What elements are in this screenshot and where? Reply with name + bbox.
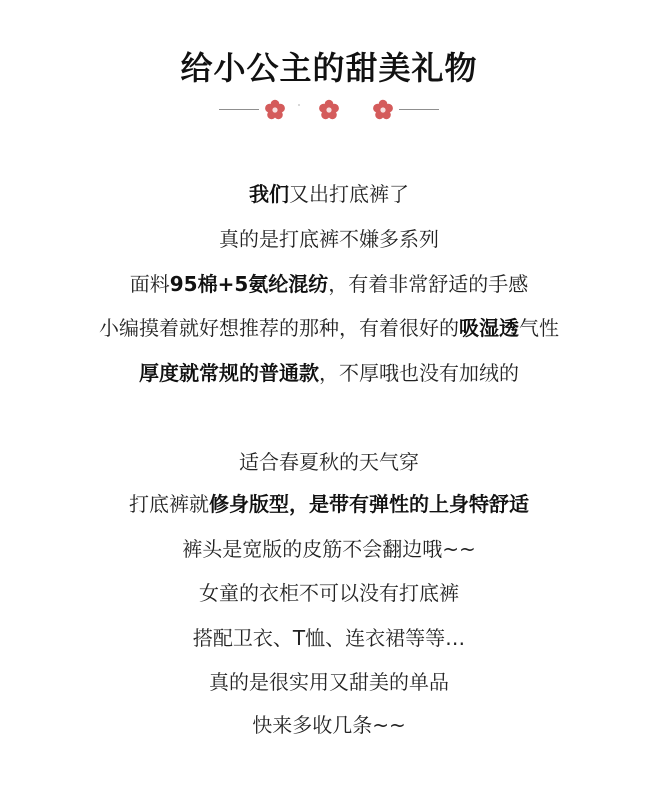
bold-text: 吸湿透 [459,316,519,340]
bold-text: 我们 [249,182,289,206]
normal-text: 小编摸着就好想推荐的那种，有着很好的 [99,316,459,340]
normal-text: 又出打底裤了 [289,182,409,206]
text-line [0,179,658,209]
text-line [0,358,658,388]
flower-icon [317,98,341,122]
normal-text: 打底裤就 [129,492,209,516]
text-line: 女童的衣柜不可以没有打底裤 [199,581,459,605]
bold-text: 修身版型，是带有弹性的上身特舒适 [209,492,529,516]
page-title: 给小公主的甜美礼物 [180,49,478,87]
text-line: 真的是打底裤不嫌多系列 [219,227,439,251]
normal-text: ，不厚哦也没有加绒的 [319,361,519,385]
text-line: 真的是很实用又甜美的单品 [209,670,449,694]
text-line [0,313,658,343]
flower-icon [263,98,287,122]
text-line: 快来多收几条~~ [252,713,406,737]
text-line: 搭配卫衣、T恤、连衣裙等等… [192,626,466,650]
normal-text: 面料 [129,272,170,296]
flower-divider [219,96,439,124]
bold-text: 95棉+5氨纶混纺 [169,272,329,296]
decorative-dot [298,104,300,106]
divider-line-left [219,109,259,110]
text-line [0,489,658,519]
bold-text: 厚度就常规的普通款 [139,361,319,385]
normal-text: ，有着非常舒适的手感 [328,272,529,296]
normal-text: 气性 [519,316,559,340]
text-line: 适合春夏秋的天气穿 [239,450,419,474]
text-line: 裤头是宽版的皮筋不会翻边哦~~ [182,537,476,561]
text-line [0,269,658,299]
flower-icon [371,98,395,122]
divider-line-right [399,109,439,110]
